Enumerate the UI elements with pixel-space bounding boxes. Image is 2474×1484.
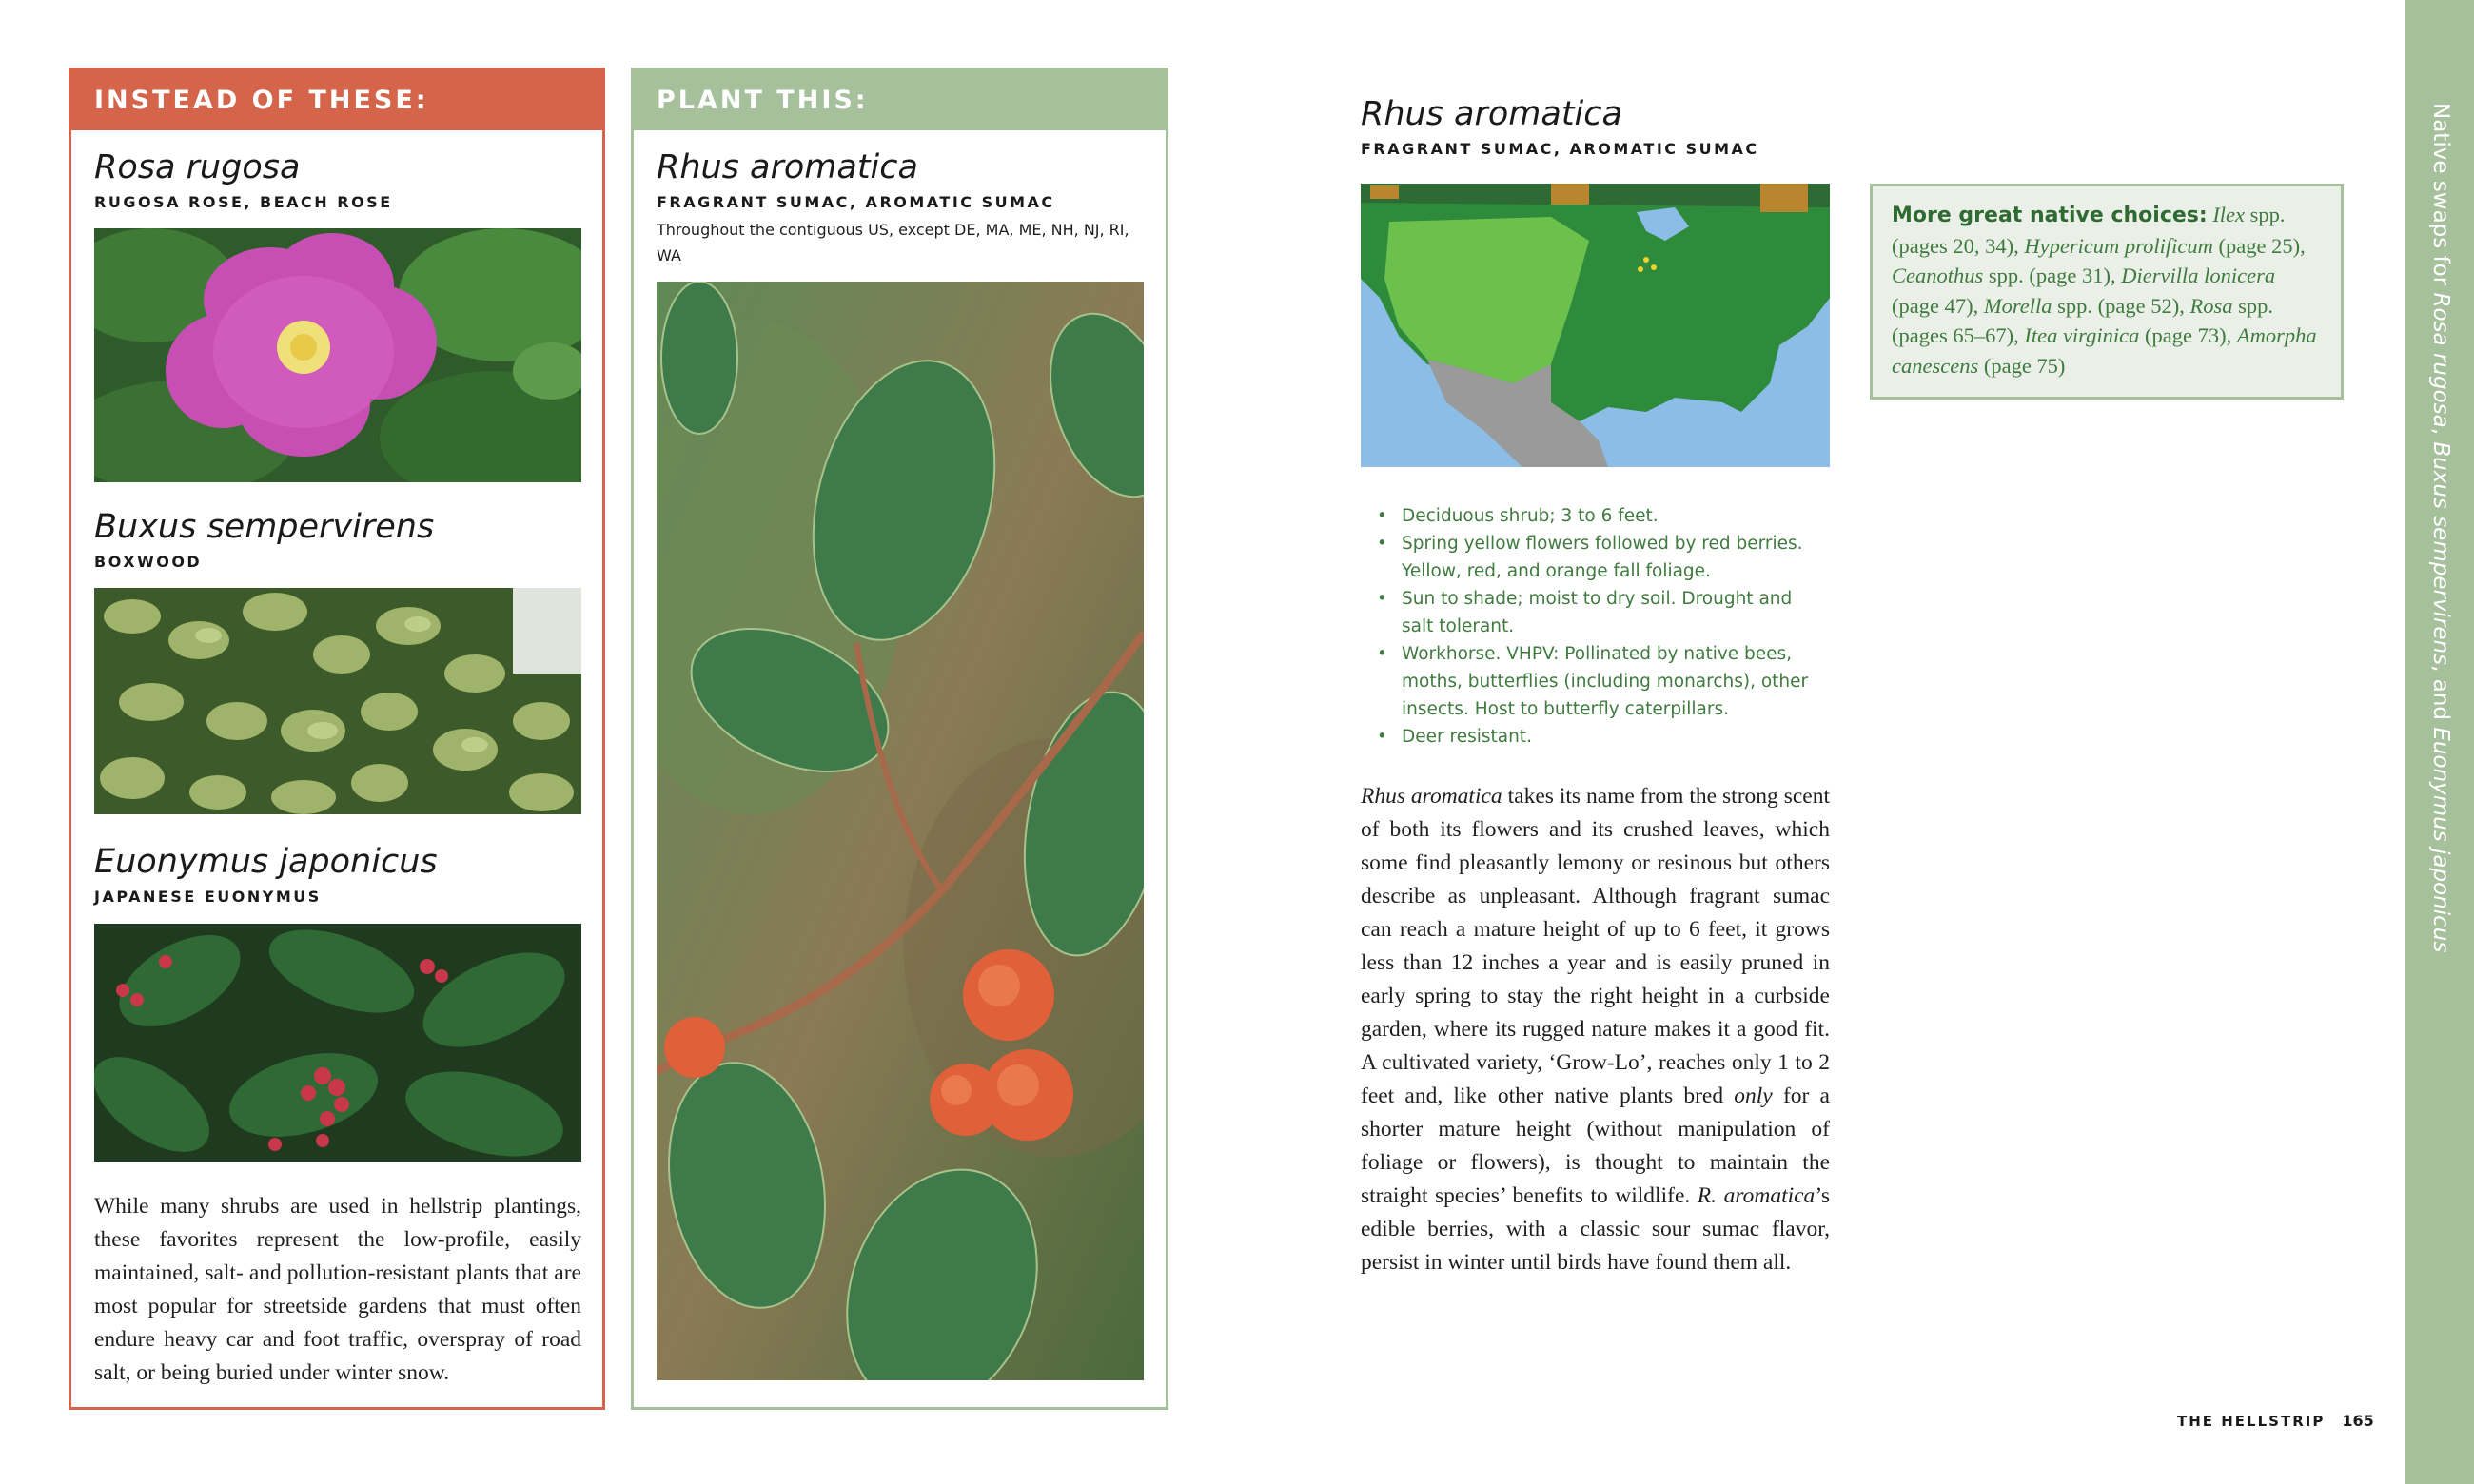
more-choices-species: Diervilla lonicera	[2121, 264, 2276, 287]
more-choices-species: Ilex	[2212, 203, 2246, 226]
fact-item: • Spring yellow flowers followed by red berries. Yellow, red, and orange fall foliage.	[1375, 530, 1822, 585]
more-choices-text: (page 25),	[2212, 233, 2306, 258]
plant-latin-name: Rosa rugosa	[94, 148, 301, 186]
page-footer	[2177, 1412, 2374, 1430]
side-tab-strip	[2405, 0, 2474, 1484]
instead-of-these-panel	[69, 68, 605, 1410]
side-text-segment: ,	[2428, 427, 2453, 442]
side-text-species: Rosa rugosa	[2428, 292, 2453, 428]
fact-item: • Sun to shade; moist to dry soil. Drought and salt tolerant.	[1375, 585, 1822, 640]
body-text-segment: for a shorter mature height (without manipulation of foliage or flowers), is thought to maintain the straight species’ benefits to wildlife.	[1361, 1084, 1830, 1208]
plant-latin-name: Rhus aromatica	[657, 148, 918, 186]
plant-common-name: JAPANESE EUONYMUS	[94, 888, 322, 906]
more-choices-text: (page 47),	[1892, 293, 1984, 318]
more-choices-lead: More great native choices:	[1892, 204, 2208, 227]
side-text-segment: Native swaps for	[2428, 103, 2453, 293]
body-italic: only	[1734, 1084, 1773, 1108]
rhus-aromatica-photo	[657, 282, 1144, 1380]
euonymus-photo	[94, 924, 581, 1162]
more-choices-list	[1892, 203, 2317, 378]
more-choices-species: Hypericum prolificum	[2024, 233, 2213, 258]
side-text-species: Buxus sempervirens	[2428, 441, 2453, 666]
plant-latin-name: Euonymus japonicus	[94, 843, 438, 881]
fact-item: • Workhorse. VHPV: Pollinated by native bees, moths, butterflies (including monarchs), other insects. Host to butterfly caterpillars.	[1375, 640, 1822, 723]
more-choices-species: Itea virginica	[2024, 323, 2140, 347]
body-italic: Rhus aromatica	[1361, 784, 1502, 809]
plant-this-panel	[631, 68, 1168, 1410]
range-text: Throughout the contiguous US, except DE, MA, ME, NH, NJ, RI, WA	[657, 221, 1129, 264]
footer-section-title: THE HELLSTRIP	[2177, 1413, 2326, 1430]
more-choices-species: Ceanothus	[1892, 264, 1984, 287]
left-description: While many shrubs are used in hellstrip plantings, these favorites represent the low-profile, easily maintained, salt- and pollution-resistant plants that are most popular for streetside gardens that must often endure heavy car and foot traffic, overspray of road salt, or being buried under winter snow.	[94, 1194, 581, 1385]
plant-latin-name: Buxus sempervirens	[94, 508, 435, 546]
body-text-segment: takes its name from the strong scent of both its flowers and its crushed leaves, which some find pleasantly lemony or resinous but others describe as unpleasant. Although fragrant sumac can reach a mature height of up to 6 feet, it grows less than 12 inches a year and is easily pruned in early spring to stay the right height in a curbside garden, where its rugged nature makes it a good fit. A cultivated variety, ‘Grow-Lo’, reaches only 1 to 2 feet and, like other native plants bred	[1361, 784, 1830, 1108]
plant-common-name: RUGOSA ROSE, BEACH ROSE	[94, 193, 393, 211]
fact-item: • Deciduous shrub; 3 to 6 feet.	[1375, 502, 1822, 530]
rosa-rugosa-photo	[94, 228, 581, 482]
plant-this-header: PLANT THIS:	[634, 70, 1166, 130]
page-number: 165	[2342, 1412, 2374, 1430]
fact-item: • Deer resistant.	[1375, 723, 1822, 751]
body-text-segment: ’s edible berries, with a classic sour sumac flavor, persist in winter until birds have found them all.	[1361, 1183, 1830, 1275]
range-map	[1361, 184, 1830, 467]
more-choices-text: spp. (page 31),	[1983, 264, 2122, 287]
side-tab-label	[2428, 103, 2453, 952]
more-choices-text: (page 73),	[2139, 323, 2237, 347]
body-paragraph	[1361, 780, 1830, 1279]
more-choices-text: spp. (page 52),	[2052, 293, 2190, 318]
species-common-names: FRAGRANT SUMAC, AROMATIC SUMAC	[1361, 140, 1759, 158]
more-choices-species: Morella	[1983, 293, 2052, 318]
more-choices-text: (page 75)	[1978, 353, 2066, 378]
instead-header: INSTEAD OF THESE:	[71, 70, 602, 130]
body-italic: R. aromatica	[1697, 1183, 1816, 1208]
plant-common-name: BOXWOOD	[94, 553, 203, 571]
facts-list	[1375, 502, 1822, 751]
species-title: Rhus aromatica	[1361, 95, 1622, 133]
boxwood-photo	[94, 588, 581, 814]
more-native-choices-box	[1870, 184, 2344, 400]
more-choices-species: Amorpha canescens	[1892, 323, 2317, 378]
side-text-segment: , and	[2428, 665, 2453, 728]
more-choices-text: spp. (pages 65–67),	[1892, 293, 2273, 347]
side-text-species: Euonymus japonicus	[2428, 727, 2453, 953]
more-choices-species: Rosa	[2189, 293, 2233, 318]
more-choices-text: spp. (pages 20, 34),	[1892, 203, 2286, 258]
plant-common-name: FRAGRANT SUMAC, AROMATIC SUMAC	[657, 193, 1055, 211]
